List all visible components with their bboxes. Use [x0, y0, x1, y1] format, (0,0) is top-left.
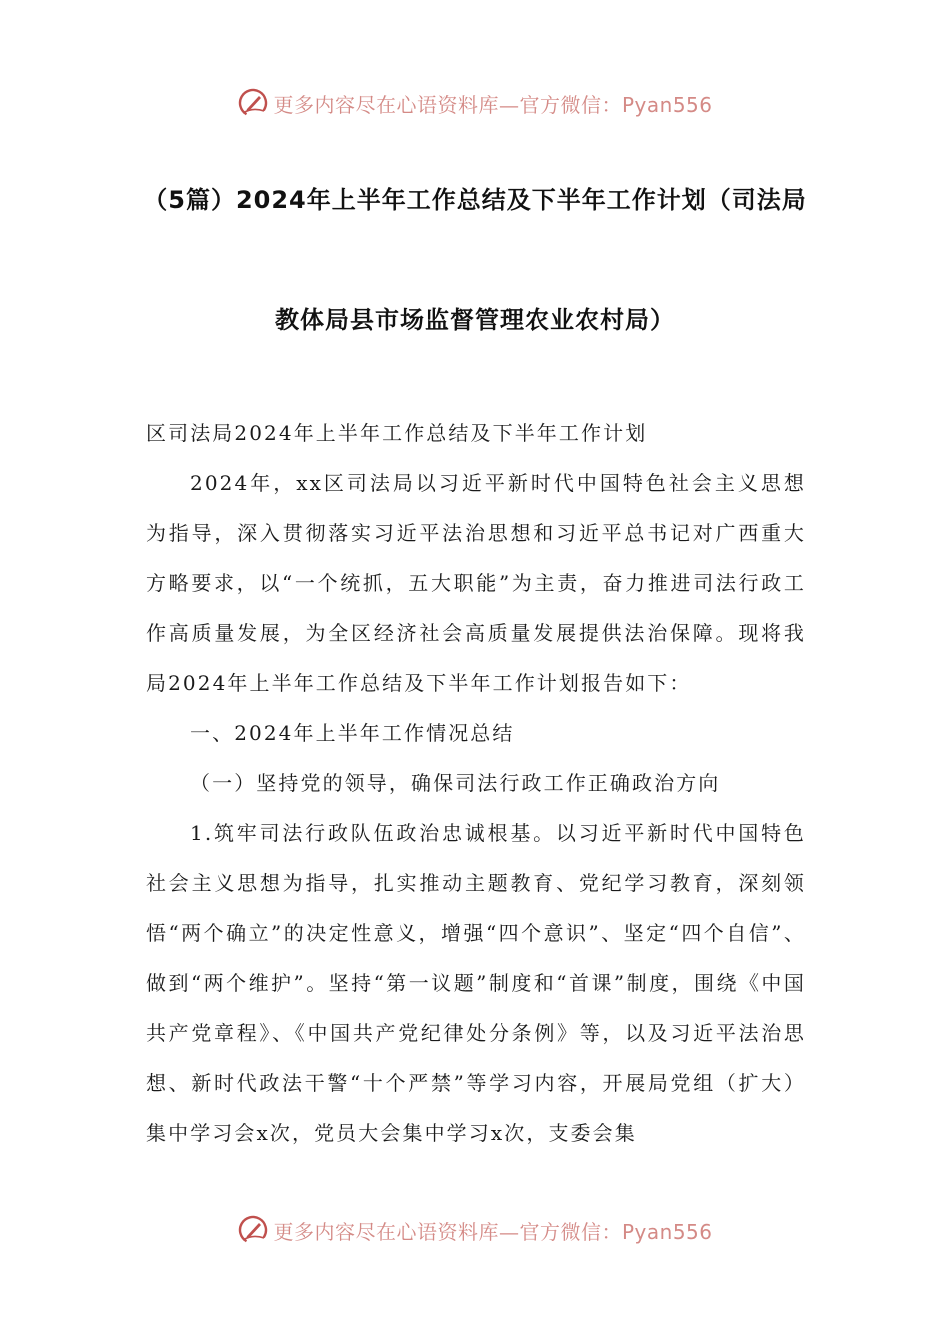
watermark-text — [273, 89, 712, 118]
wechat-id: Pyan556 — [621, 1219, 713, 1244]
watermark-text — [273, 1216, 712, 1245]
pen-circle-logo-icon — [237, 87, 269, 119]
watermark-label: 更多内容尽在心语资料库—官方微信： — [273, 1219, 622, 1244]
watermark-label: 更多内容尽在心语资料库—官方微信： — [273, 92, 622, 117]
header-watermark-banner — [0, 83, 950, 123]
section-subtitle: 区司法局2024年上半年工作总结及下半年工作计划 — [146, 421, 648, 445]
body-paragraph: 1.筑牢司法行政队伍政治忠诚根基。以习近平新时代中国特色社会主义思想为指导，扎实推动主题教育、党纪学习教育，深刻领悟“两个确立”的决定性意义，增强“四个意识”、坚定“四个自信”、做到“两个维护”。坚持“第一议题”制度和“首课”制度，围绕《中国共产党章程》、《中国共产党纪律处分条例》等，以及习近平法治思想、新时代政法干警“十个严禁”等学习内容，开展局党组（扩大）集中学习会x次，党员大会集中学习x次，支委会集 — [146, 821, 806, 1145]
document-title-line-1: （5篇）2024年上半年工作总结及下半年工作计划（司法局 — [143, 186, 807, 214]
document-body — [146, 408, 806, 1158]
subsection-heading: （一）坚持党的领导，确保司法行政工作正确政治方向 — [190, 771, 721, 795]
wechat-id: Pyan556 — [621, 92, 713, 117]
pen-circle-logo-icon — [237, 1214, 269, 1246]
footer-watermark-banner — [0, 1210, 950, 1250]
document-title-line-2: 教体局县市场监督管理农业农村局） — [275, 306, 675, 334]
intro-paragraph: 2024年，xx区司法局以习近平新时代中国特色社会主义思想为指导，深入贯彻落实习近平法治思想和习近平总书记对广西重大方略要求，以“一个统抓，五大职能”为主责，奋力推进司法行政工作高质量发展，为全区经济社会高质量发展提供法治保障。现将我局2024年上半年工作总结及下半年工作计划报告如下： — [146, 471, 806, 695]
section-heading: 一、2024年上半年工作情况总结 — [190, 721, 515, 745]
